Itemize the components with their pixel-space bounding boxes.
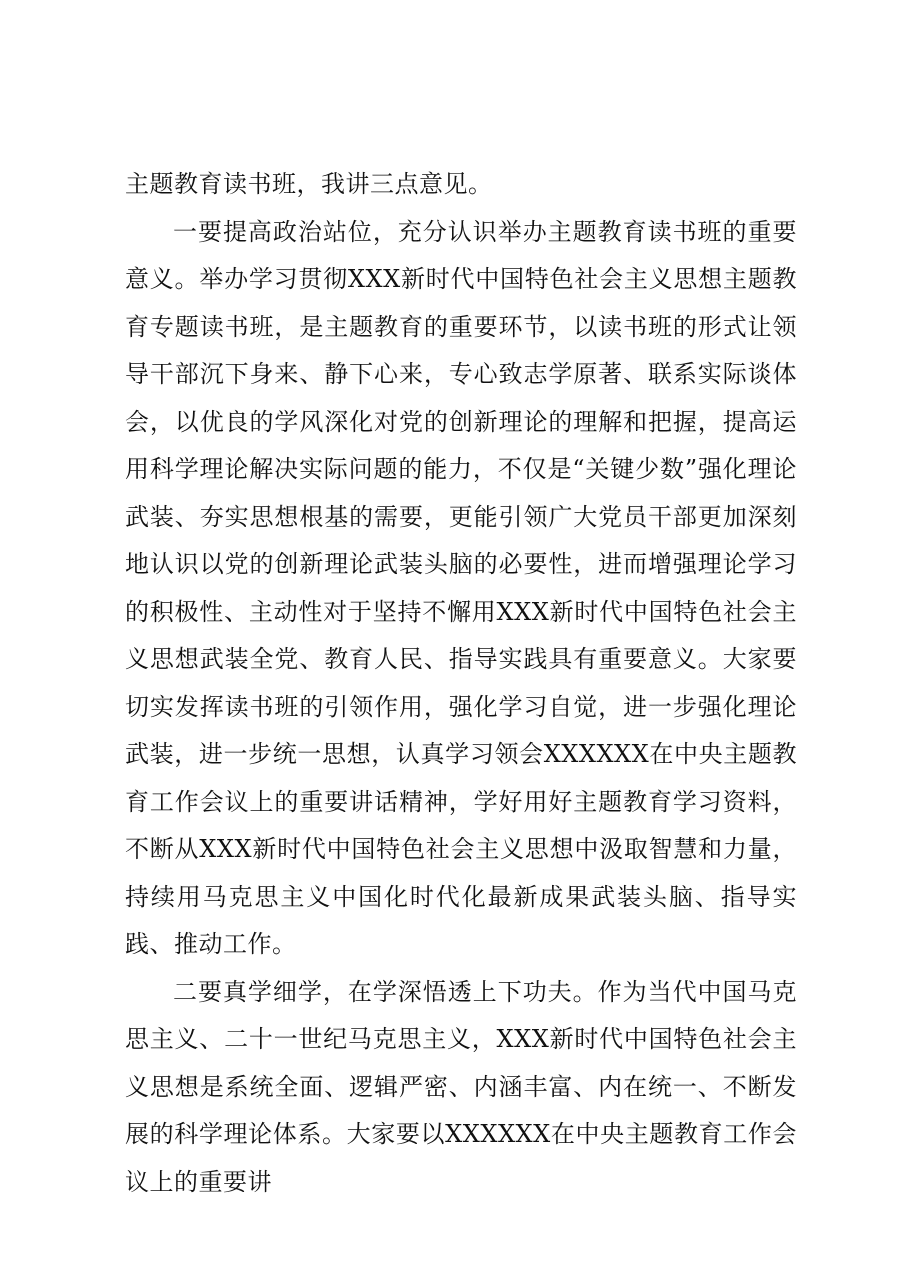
document-body [125, 161, 797, 1206]
paragraph-continuation: 主题教育读书班，我讲三点意见。 [125, 170, 493, 198]
paragraph-point-two: 二要真学细学，在学深悟透上下功夫。作为当代中国马克思主义、二十一世纪马克思主义，XXX新时代中国特色社会主义思想是系统全面、逻辑严密、内涵丰富、内在统一、不断发展的科学理论体系。大家要以XXXXXX在中央主题教育工作会议上的重要讲 [125, 977, 797, 1196]
paragraph-point-one: 一要提高政治站位，充分认识举办主题教育读书班的重要意义。举办学习贯彻XXX新时代中国特色社会主义思想主题教育专题读书班，是主题教育的重要环节，以读书班的形式让领导干部沉下身来、静下心来，专心致志学原著、联系实际谈体会，以优良的学风深化对党的创新理论的理解和把握，提高运用科学理论解决实际问题的能力，不仅是“关键少数”强化理论武装、夯实思想根基的需要，更能引领广大党员干部更加深刻地认识以党的创新理论武装头脑的必要性，进而增强理论学习的积极性、主动性对于坚持不懈用XXX新时代中国特色社会主义思想武装全党、教育人民、指导实践具有重要意义。大家要切实发挥读书班的引领作用，强化学习自觉，进一步强化理论武装，进一步统一思想，认真学习领会XXXXXX在中央主题教育工作会议上的重要讲话精神，学好用好主题教育学习资料，不断从XXX新时代中国特色社会主义思想中汲取智慧和力量，持续用马克思主义中国化时代化最新成果武装头脑、指导实践、推动工作。 [125, 217, 797, 958]
